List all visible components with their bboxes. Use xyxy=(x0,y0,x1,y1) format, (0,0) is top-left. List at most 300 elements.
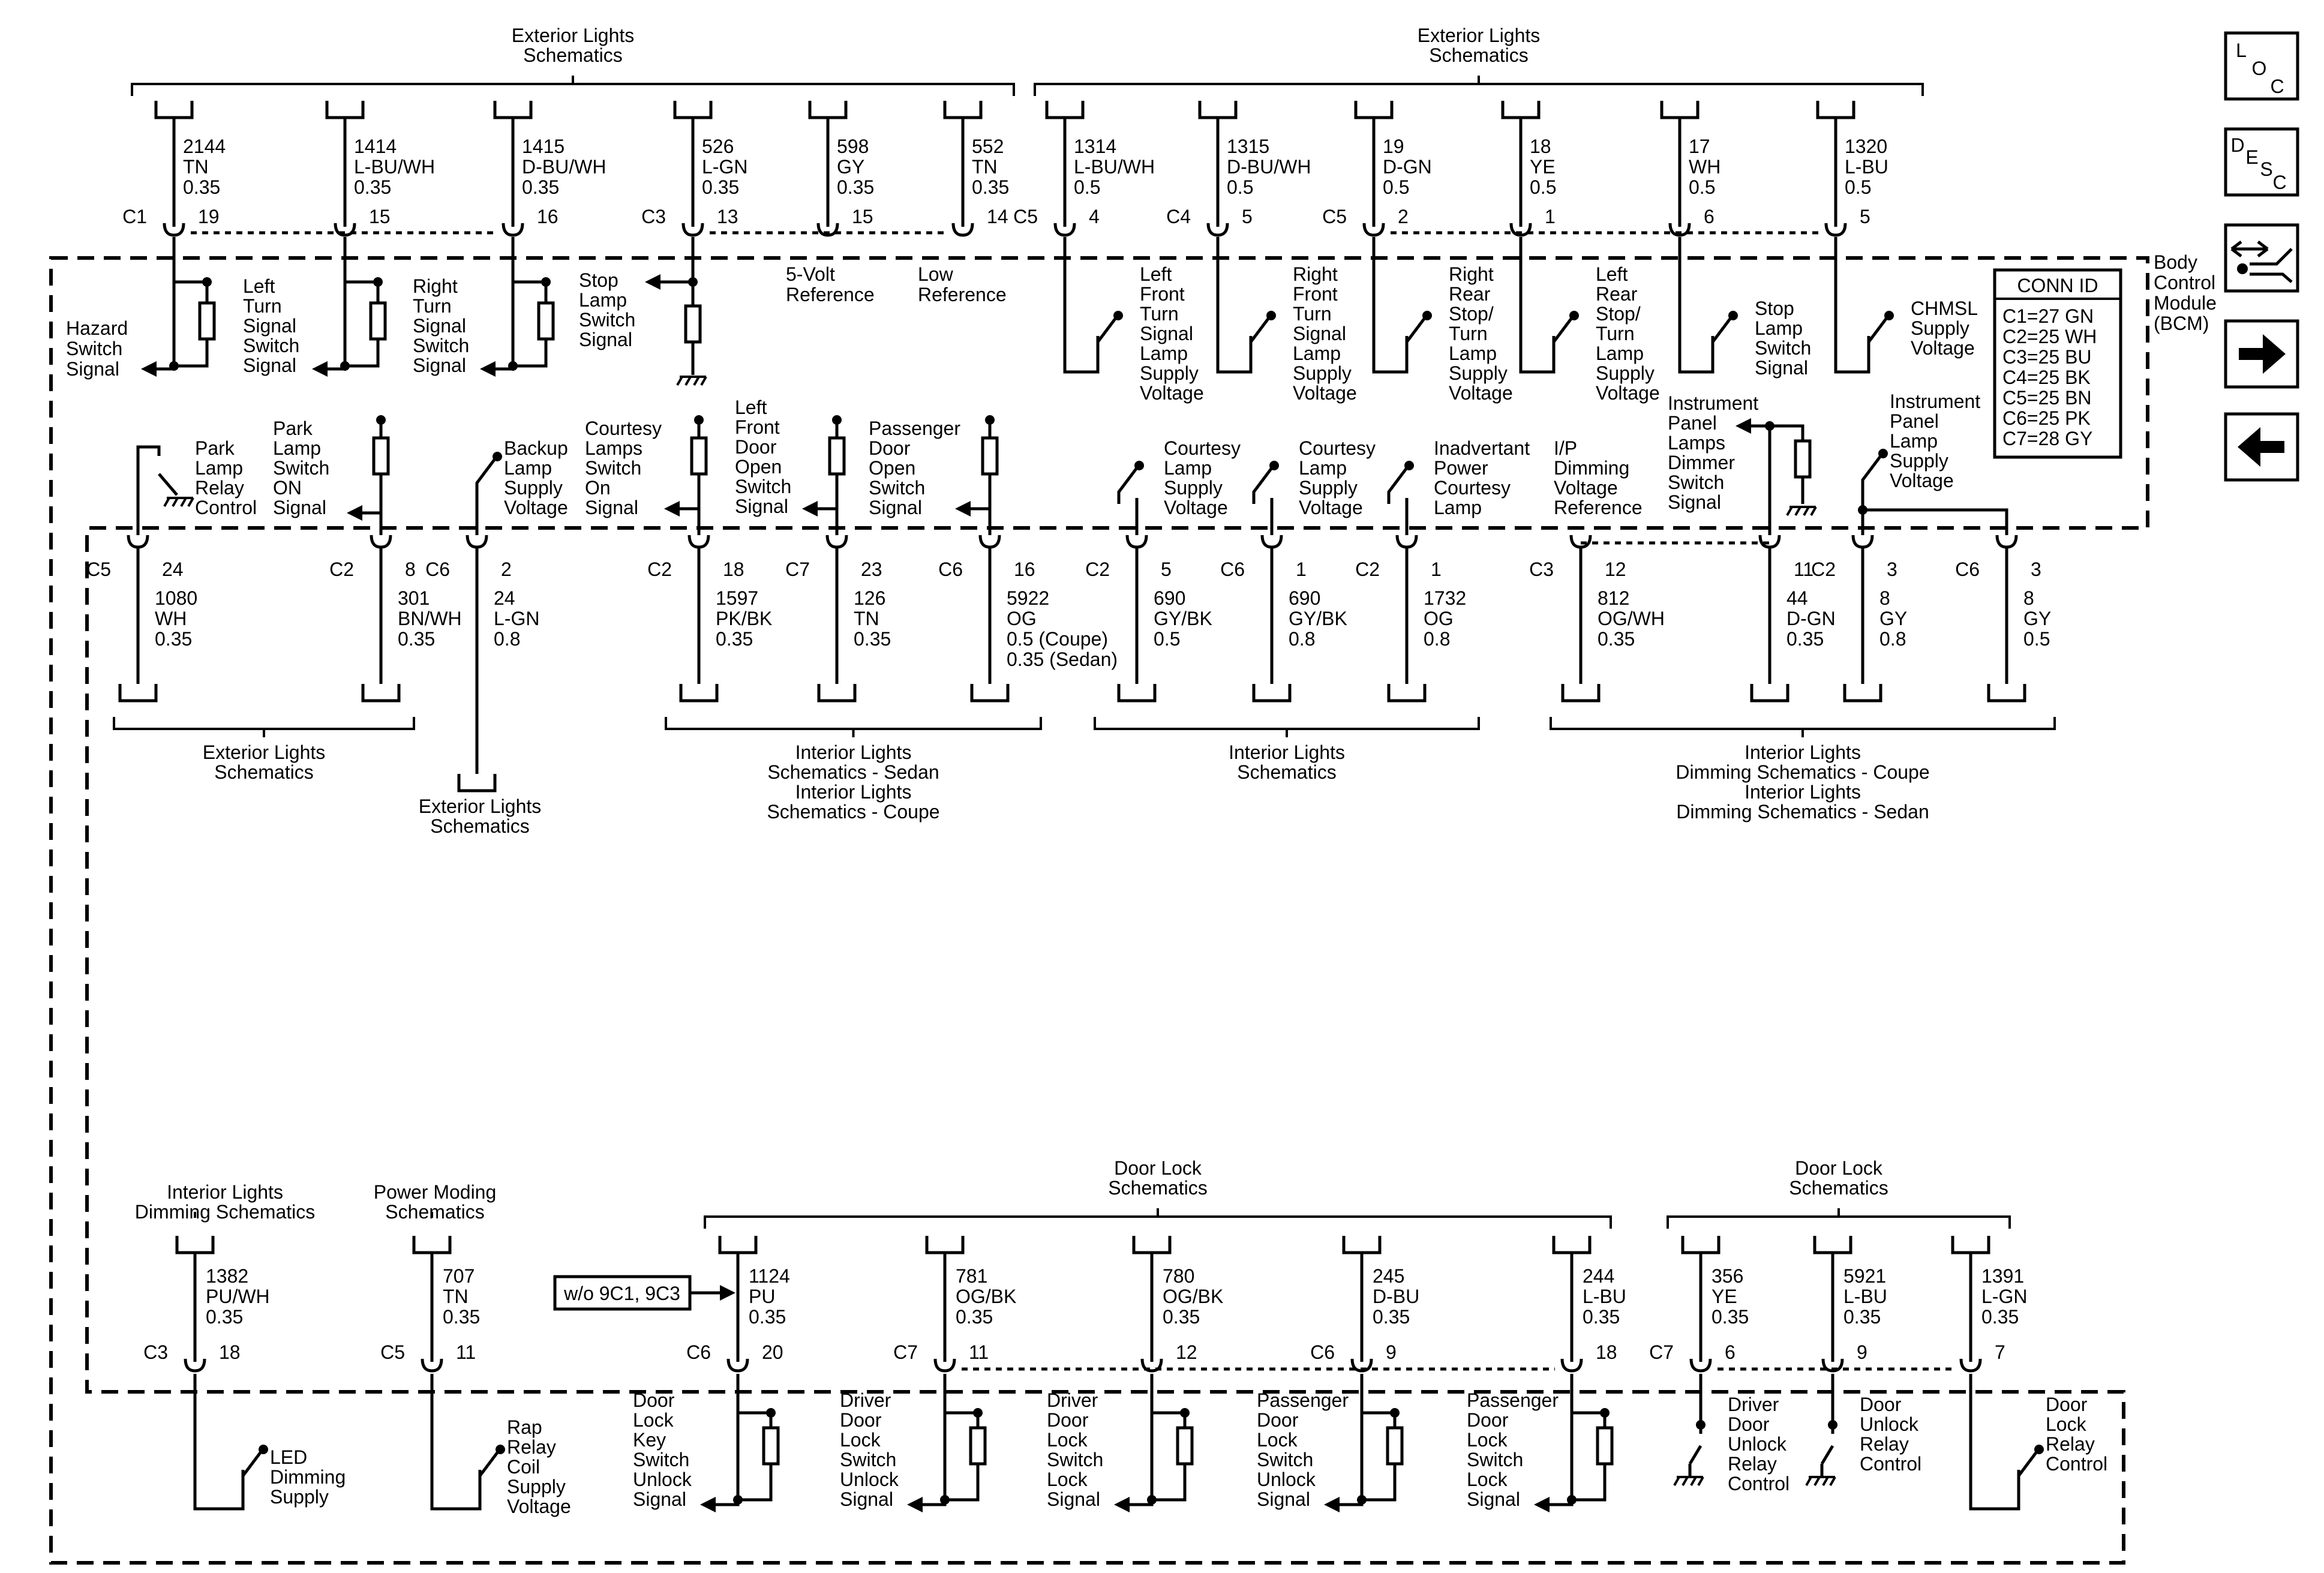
signal-label: Voltage xyxy=(507,1496,571,1517)
signal-label: Lamp xyxy=(1299,457,1347,479)
signal-label: Dimming xyxy=(270,1466,346,1488)
wire-label: 0.35 xyxy=(206,1306,244,1328)
wire-label: 0.5 xyxy=(1845,176,1872,198)
connector-pin xyxy=(467,535,487,547)
resistor xyxy=(200,303,214,339)
signal-label: Unlock xyxy=(1257,1469,1316,1490)
next-button[interactable] xyxy=(2226,321,2298,387)
connector-pin xyxy=(827,535,846,547)
signal-label: Signal xyxy=(413,315,466,337)
signal-label: Left xyxy=(243,275,275,297)
signal-label: Passenger xyxy=(1467,1389,1559,1411)
arrow-icon xyxy=(700,1497,716,1512)
splice-dot xyxy=(373,277,383,287)
signal-label: Front xyxy=(1293,283,1338,305)
connector-pin xyxy=(689,535,708,547)
signal-label: Switch xyxy=(243,335,300,356)
signal-label: Switch xyxy=(579,309,636,331)
signal-label: Supply xyxy=(1890,450,1948,472)
connector-id: C7 xyxy=(785,559,810,580)
wire-label: 0.8 xyxy=(494,628,521,650)
wire-label: 781 xyxy=(956,1265,988,1287)
signal-label: Power xyxy=(1434,457,1488,479)
signal-label: Switch xyxy=(1755,337,1812,359)
splice-dot xyxy=(1569,311,1579,320)
wire xyxy=(1743,426,1770,535)
connector-pin xyxy=(128,535,148,547)
bcm-circuits xyxy=(86,101,2051,1371)
wire-label: GY/BK xyxy=(1154,608,1212,629)
signal-label: Stop xyxy=(1755,298,1794,319)
pin-number: 8 xyxy=(405,559,416,580)
wire-label: L-GN xyxy=(702,156,748,178)
signal-label: Coil xyxy=(507,1456,541,1478)
signal-label: Inadvertant xyxy=(1434,437,1530,459)
group-label: Schematics xyxy=(385,1201,485,1223)
splice-dot xyxy=(766,1408,776,1418)
wire xyxy=(195,1374,243,1509)
signal-label: Voltage xyxy=(504,497,568,518)
signal-label: Dimmer xyxy=(1668,452,1735,473)
arrow-icon xyxy=(720,1285,735,1301)
wire-label: 301 xyxy=(398,587,430,609)
wire-label: TN xyxy=(183,156,209,178)
connector-pin xyxy=(980,535,999,547)
harness-connector xyxy=(1989,684,2025,701)
harness-connector xyxy=(720,1236,756,1253)
signal-label: Lock xyxy=(1047,1469,1088,1490)
harness-connector xyxy=(495,101,531,118)
wire-label: 244 xyxy=(1583,1265,1615,1287)
group-label: Interior Lights xyxy=(795,742,912,763)
wire-label: 17 xyxy=(1689,136,1710,157)
signal-label: Voltage xyxy=(1299,497,1363,518)
signal-label: Switch xyxy=(1467,1449,1524,1470)
wire-label: 0.35 xyxy=(716,628,753,650)
pin-number: 24 xyxy=(162,559,184,580)
arrow-icon xyxy=(347,505,362,521)
resistor xyxy=(539,303,553,339)
splice-dot xyxy=(940,1495,950,1505)
signal-label: Rear xyxy=(1596,283,1638,305)
wire-label: 598 xyxy=(837,136,869,157)
wire-label: 8 xyxy=(2023,587,2034,609)
wire-label: D-GN xyxy=(1383,156,1432,178)
connector-id: C5 xyxy=(1322,206,1347,227)
wire-label: 24 xyxy=(494,587,515,609)
signal-label: Signal xyxy=(579,329,632,350)
signal-label: Switch xyxy=(1668,472,1725,493)
pin-number: 23 xyxy=(861,559,882,580)
signal-label: Lamp xyxy=(1140,343,1188,364)
signal-label: I/P xyxy=(1554,437,1578,459)
pin-number: 5 xyxy=(1161,559,1172,580)
group-label: Interior Lights xyxy=(1744,742,1861,763)
wire xyxy=(138,447,159,535)
pin-number: 20 xyxy=(762,1341,783,1363)
harness-connector xyxy=(1119,684,1155,701)
wire-label: 0.5 xyxy=(1074,176,1101,198)
arrow-icon xyxy=(1736,418,1751,434)
signal-label: Lamp xyxy=(1890,430,1938,452)
signal-label: Lamp xyxy=(1755,317,1803,339)
splice-dot xyxy=(694,415,704,425)
group-label: Exterior Lights xyxy=(418,795,542,817)
signal-label: Signal xyxy=(585,497,638,518)
pin-number: 9 xyxy=(1386,1341,1397,1363)
signal-label: Door xyxy=(1860,1394,1902,1415)
resistor xyxy=(692,438,706,474)
pin-number: 18 xyxy=(1596,1341,1617,1363)
splice-dot xyxy=(2034,1445,2044,1454)
splice-dot xyxy=(1567,1495,1577,1505)
pin-number: 3 xyxy=(1887,559,1897,580)
harness-connector xyxy=(327,101,363,118)
connector-pin xyxy=(371,535,391,547)
wire-label: L-GN xyxy=(494,608,540,629)
signal-label: Supply xyxy=(270,1486,329,1508)
signal-label: Backup xyxy=(504,437,568,459)
signal-label: Unlock xyxy=(840,1469,899,1490)
arrow-icon xyxy=(312,361,328,377)
connector-id: C5 xyxy=(1013,206,1038,227)
wire-label: 0.35 xyxy=(155,628,193,650)
option-note-text: w/o 9C1, 9C3 xyxy=(564,1283,680,1304)
wire-label: TN xyxy=(854,608,879,629)
wire-label: YE xyxy=(1712,1286,1737,1307)
signal-label: Key xyxy=(633,1429,666,1451)
connector-pin xyxy=(1397,535,1416,547)
signal-label: Lock xyxy=(2046,1413,2086,1435)
wire-label: 0.35 xyxy=(398,628,436,650)
signal-label: Unlock xyxy=(633,1469,692,1490)
signal-label: Signal xyxy=(735,496,788,517)
wire-label: L-BU/WH xyxy=(354,156,436,178)
wire-label: GY xyxy=(837,156,865,178)
signal-label: Panel xyxy=(1890,410,1939,432)
signal-label: Right xyxy=(413,275,458,297)
connector-pin xyxy=(1127,535,1146,547)
wire-label: 0.35 xyxy=(354,176,392,198)
wire-label: 0.35 xyxy=(183,176,221,198)
signal-label: Voltage xyxy=(1911,337,1975,359)
signal-label: Left xyxy=(735,397,767,418)
icon-letter: O xyxy=(2251,58,2267,79)
splice-dot xyxy=(973,1408,983,1418)
wire-label: 0.35 xyxy=(1786,628,1824,650)
wire-label: 0.35 xyxy=(522,176,560,198)
signal-label: Courtesy xyxy=(585,418,662,439)
signal-label: Unlock xyxy=(1728,1433,1786,1455)
signal-label: Lamp xyxy=(1434,497,1482,518)
signal-label: Signal xyxy=(1668,491,1721,513)
ground-icon xyxy=(1806,1477,1835,1485)
switch xyxy=(1554,318,1572,354)
icon-letter: L xyxy=(2236,40,2247,61)
wire-label: 690 xyxy=(1154,587,1186,609)
group-bracket xyxy=(1668,1217,2010,1229)
harness-connector xyxy=(1752,684,1788,701)
splice-dot xyxy=(1696,1420,1706,1430)
signal-label: Lamp xyxy=(1449,343,1497,364)
wire-label: 1124 xyxy=(749,1265,790,1287)
wire-label: 0.35 xyxy=(702,176,740,198)
harness-connector xyxy=(972,684,1008,701)
signal-label: Turn xyxy=(1293,303,1332,325)
bcm-label xyxy=(2154,251,2217,334)
connector-id: C6 xyxy=(686,1341,711,1363)
signal-label: Driver xyxy=(1047,1389,1098,1411)
pin-number: 5 xyxy=(1242,206,1253,227)
harness-connector xyxy=(363,684,399,701)
wire-label: L-BU xyxy=(1843,1286,1887,1307)
icon-letter: D xyxy=(2230,134,2245,156)
switch xyxy=(1119,468,1137,504)
wire-label: 1315 xyxy=(1227,136,1270,157)
arrow-icon xyxy=(141,361,157,377)
signal-label: Right xyxy=(1293,263,1338,285)
arrow-icon xyxy=(1114,1497,1130,1512)
group-bracket xyxy=(132,84,1014,96)
pin-number: 15 xyxy=(852,206,873,227)
splice-dot xyxy=(1113,311,1123,320)
splice-dot xyxy=(1858,505,1867,515)
connector-id: C6 xyxy=(938,559,963,580)
signal-label: Open xyxy=(735,456,782,478)
signal-label: Supply xyxy=(1164,477,1223,499)
signal-label: Signal xyxy=(1755,357,1808,379)
signal-label: Supply xyxy=(1299,477,1358,499)
harness-connector xyxy=(1389,684,1425,701)
arrow-icon xyxy=(480,361,496,377)
wire-label: L-BU xyxy=(1583,1286,1626,1307)
ground-icon xyxy=(1787,507,1816,515)
signal-label: Lamp xyxy=(504,457,553,479)
wire xyxy=(1971,1374,2019,1509)
bcm-module-label: Body xyxy=(2154,251,2197,273)
signal-label: Park xyxy=(273,418,313,439)
splice-dot xyxy=(1600,1408,1610,1418)
wire-label: 5921 xyxy=(1843,1265,1887,1287)
harness-connector xyxy=(1683,1236,1719,1253)
wire-label: 0.35 xyxy=(1843,1306,1881,1328)
splice-dot xyxy=(376,415,386,425)
arrow-icon xyxy=(1324,1497,1340,1512)
signal-label: Lock xyxy=(1257,1429,1298,1451)
pin-number: 12 xyxy=(1605,559,1626,580)
bcm-module-label: (BCM) xyxy=(2154,313,2209,334)
component-view-button[interactable] xyxy=(2226,225,2298,291)
signal-label: Door xyxy=(1047,1409,1089,1431)
resistor xyxy=(830,438,844,474)
connector-id: C4 xyxy=(1166,206,1191,227)
arrow-icon xyxy=(645,274,660,290)
arrow-icon xyxy=(907,1497,923,1512)
signal-label: Switch xyxy=(66,338,123,359)
group-label: Schematics xyxy=(523,44,623,66)
wire-label: PK/BK xyxy=(716,608,773,629)
signal-label: Passenger xyxy=(1257,1389,1349,1411)
splice-dot xyxy=(1404,461,1414,470)
conn-id-row: C6=25 PK xyxy=(2002,407,2091,429)
harness-connector xyxy=(414,1236,450,1253)
bcm-module-boundary xyxy=(51,258,2148,1563)
connector-pin xyxy=(1760,535,1779,547)
signal-label: LED xyxy=(270,1446,308,1468)
connector-id: C6 xyxy=(1220,559,1245,580)
pin-number: 1 xyxy=(1545,206,1556,227)
harness-connector xyxy=(819,684,855,701)
group-label: Door Lock xyxy=(1795,1157,1882,1179)
splice-dot xyxy=(1828,1420,1837,1430)
wire-label: 1597 xyxy=(716,587,759,609)
conn-id-row: C7=28 GY xyxy=(2002,428,2093,449)
harness-connector xyxy=(1254,684,1290,701)
wire-label: 0.35 xyxy=(1712,1306,1749,1328)
splice-dot xyxy=(1357,1495,1367,1505)
wire-label: 0.35 xyxy=(1981,1306,2019,1328)
connector-pin xyxy=(1997,535,2016,547)
signal-label: Right xyxy=(1449,263,1494,285)
signal-label: Left xyxy=(1140,263,1172,285)
signal-label: Park xyxy=(195,437,235,459)
option-note xyxy=(555,1277,735,1309)
signal-label: Voltage xyxy=(1890,470,1954,491)
harness-connector xyxy=(1200,101,1236,118)
icon-letter: E xyxy=(2245,146,2259,168)
ground-icon xyxy=(164,498,193,506)
wire-label: 1320 xyxy=(1845,136,1888,157)
signal-label: Door xyxy=(869,437,911,459)
wire-label: 1732 xyxy=(1424,587,1467,609)
group-label: Interior Lights xyxy=(1229,742,1345,763)
harness-connector xyxy=(810,101,846,118)
signal-label: Switch xyxy=(273,457,330,479)
group-bracket xyxy=(666,717,1041,729)
signal-label: Hazard xyxy=(66,317,128,339)
signal-label: Door xyxy=(1257,1409,1299,1431)
pin-number: 11 xyxy=(1794,559,1814,580)
group-label: Exterior Lights xyxy=(511,25,635,46)
group-label: Schematics xyxy=(1108,1177,1208,1199)
desc-button[interactable] xyxy=(2226,129,2298,195)
resistor xyxy=(686,306,700,342)
conn-id-row: C2=25 WH xyxy=(2002,326,2097,347)
wire-label: D-GN xyxy=(1786,608,1836,629)
splice-dot xyxy=(688,277,698,287)
signal-label: Rear xyxy=(1449,283,1491,305)
signal-label: Courtesy xyxy=(1164,437,1241,459)
bcm-module-label: Control xyxy=(2154,272,2216,293)
resistor xyxy=(1598,1428,1612,1464)
signal-label: Control xyxy=(1728,1473,1790,1494)
signal-label: Voltage xyxy=(1554,477,1618,499)
wire-label: 1382 xyxy=(206,1265,249,1287)
connector-id: C5 xyxy=(380,1341,405,1363)
wire-label: OG xyxy=(1424,608,1454,629)
signal-label: Door xyxy=(840,1409,882,1431)
signal-label: Reference xyxy=(786,284,875,305)
switch xyxy=(1389,468,1407,504)
wire-label: 0.8 xyxy=(1289,628,1316,650)
signal-label: Signal xyxy=(1293,323,1346,344)
wire-label: 552 xyxy=(972,136,1004,157)
signal-label: Relay xyxy=(2046,1433,2095,1455)
signal-label: Voltage xyxy=(1164,497,1228,518)
arrow-icon xyxy=(664,501,680,517)
splice-dot xyxy=(1390,1408,1400,1418)
signal-label: Control xyxy=(1860,1453,1922,1475)
signal-label: Driver xyxy=(840,1389,891,1411)
wire-label: 812 xyxy=(1598,587,1630,609)
signal-label: Signal xyxy=(1467,1488,1520,1510)
signal-label: Stop xyxy=(579,269,618,291)
connector-id: C2 xyxy=(1085,559,1110,580)
splice-dot xyxy=(832,415,842,425)
wire-label: 0.5 xyxy=(1689,176,1716,198)
splice-dot xyxy=(1180,1408,1190,1418)
wire-label: 1314 xyxy=(1074,136,1117,157)
pin-number: 18 xyxy=(723,559,744,580)
wire-label: 0.8 xyxy=(1424,628,1451,650)
harness-connector xyxy=(459,774,495,791)
signal-label: CHMSL xyxy=(1911,298,1978,319)
group-bracket xyxy=(1551,717,2055,729)
loc-button[interactable] xyxy=(2226,33,2298,99)
previous-button[interactable] xyxy=(2226,414,2298,480)
wire-label: L-BU xyxy=(1845,156,1888,178)
connector-id: C6 xyxy=(1310,1341,1335,1363)
wire-label: 0.5 xyxy=(1383,176,1410,198)
harness-connector xyxy=(1554,1236,1590,1253)
wire-label: 1414 xyxy=(354,136,397,157)
pin-number: 2 xyxy=(1398,206,1409,227)
signal-label: Supply xyxy=(1140,362,1199,384)
pin-number: 12 xyxy=(1176,1341,1197,1363)
signal-label: Switch xyxy=(735,476,792,497)
wire-label: 526 xyxy=(702,136,734,157)
wire-label: 1080 xyxy=(155,587,198,609)
splice-dot xyxy=(541,277,551,287)
splice-dot xyxy=(169,361,179,371)
signal-label: Switch xyxy=(633,1449,690,1470)
signal-label: Signal xyxy=(243,355,296,376)
splice-dot xyxy=(508,361,518,371)
wire-label: 1415 xyxy=(522,136,565,157)
signal-label: Lock xyxy=(1047,1429,1088,1451)
icon-letter: S xyxy=(2260,158,2273,180)
pin-number: 1 xyxy=(1296,559,1307,580)
signal-label: Supply xyxy=(1449,362,1508,384)
connector-id: C7 xyxy=(893,1341,918,1363)
harness-connector xyxy=(1662,101,1698,118)
signal-label: Switch xyxy=(413,335,470,356)
wire xyxy=(657,237,693,306)
group-label: Schematics xyxy=(430,815,530,837)
wire-label: 0.8 xyxy=(1879,628,1906,650)
internal-components xyxy=(66,237,2107,1517)
connector-pin xyxy=(1571,535,1590,547)
pin-number: 16 xyxy=(1014,559,1035,580)
wire-label: L-GN xyxy=(1981,1286,2028,1307)
switch xyxy=(2019,1452,2037,1488)
signal-label: Relay xyxy=(507,1436,556,1458)
switch xyxy=(243,1452,261,1488)
harness-connector xyxy=(1344,1236,1380,1253)
harness-connector xyxy=(1563,684,1599,701)
conn-id-row: C3=25 BU xyxy=(2002,346,2092,368)
signal-label: Turn xyxy=(1140,303,1179,325)
